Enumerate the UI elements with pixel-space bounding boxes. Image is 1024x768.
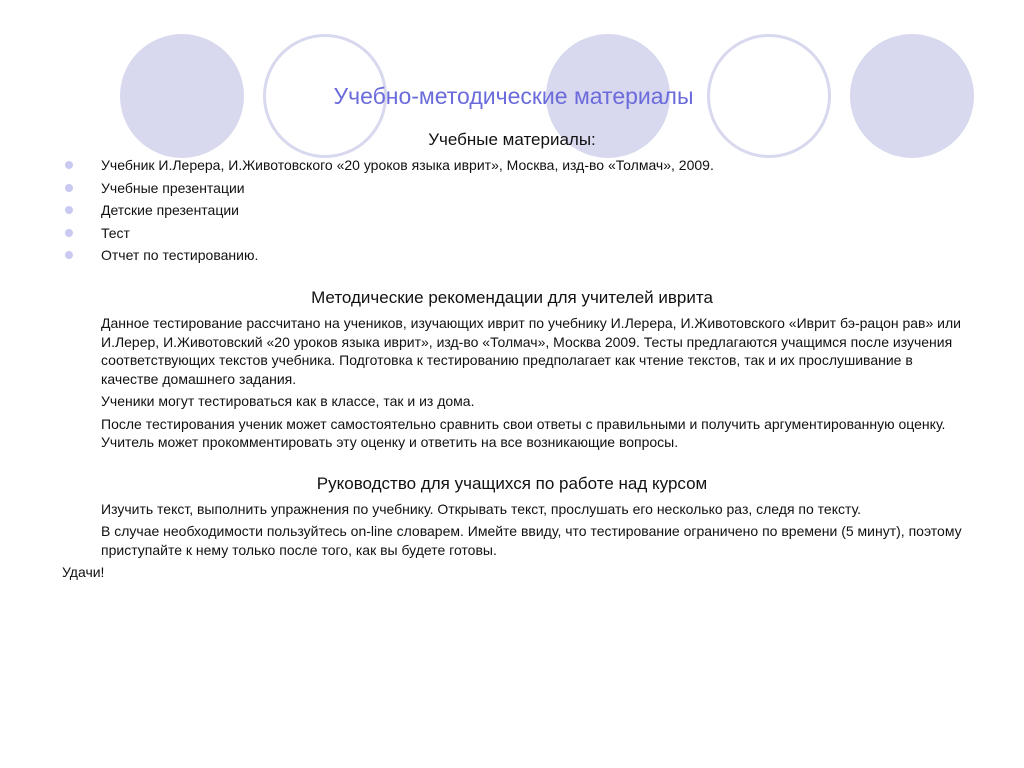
list-item: Отчет по тестированию.	[62, 246, 962, 264]
materials-list	[62, 156, 962, 264]
slide-title: Учебно-методические материалы	[333, 83, 694, 109]
bullet-icon	[65, 184, 73, 192]
bullet-icon	[65, 206, 73, 214]
list-item: Детские презентации	[62, 201, 962, 219]
students-paragraph: В случае необходимости пользуйтесь on-line словарем. Имейте ввиду, что тестирование ограничено по времени (5 минут), поэтому приступайте к нему только после того, как вы будете готовы.	[101, 523, 962, 558]
materials-heading: Учебные материалы:	[428, 130, 596, 149]
list-item: Тест	[62, 224, 962, 242]
students-heading: Руководство для учащихся по работе над курсом	[316, 473, 708, 493]
teachers-paragraph: После тестирования ученик может самостоятельно сравнить свои ответы с правильными и получить аргументированную оценку. Учитель может прокомментировать эту оценку и ответить на все возникающие вопросы.	[101, 415, 946, 450]
bullet-icon	[65, 251, 73, 259]
teachers-paragraph: Данное тестирование рассчитано на учеников, изучающих иврит по учебнику И.Лерера, И.Животовского «Иврит бэ-рацон рав» или И.Лерер, И.Животовский «20 уроков языка иврит», изд-во «Толмач», Москва 2009. Тесты предлагаются учащимся после изучения соответствующих текстов учебника. Подготовка к тестированию предполагает как чтение текстов, так и их прослушивание в качестве домашнего задания.	[101, 315, 961, 387]
list-item: Учебник И.Лерера, И.Животовского «20 уроков языка иврит», Москва, изд-во «Толмач», 2009.	[62, 156, 962, 174]
bullet-icon	[65, 229, 73, 237]
list-item: Учебные презентации	[62, 179, 962, 197]
teachers-paragraph: Ученики могут тестироваться как в классе, так и из дома.	[101, 393, 475, 409]
teachers-heading: Методические рекомендации для учителей иврита	[311, 288, 713, 307]
slide-content	[62, 130, 962, 582]
bullet-icon	[65, 161, 73, 169]
closing-text: Удачи!	[62, 564, 105, 580]
students-paragraph: Изучить текст, выполнить упражнения по учебнику. Открывать текст, прослушать его несколько раз, следя по тексту.	[101, 500, 862, 517]
